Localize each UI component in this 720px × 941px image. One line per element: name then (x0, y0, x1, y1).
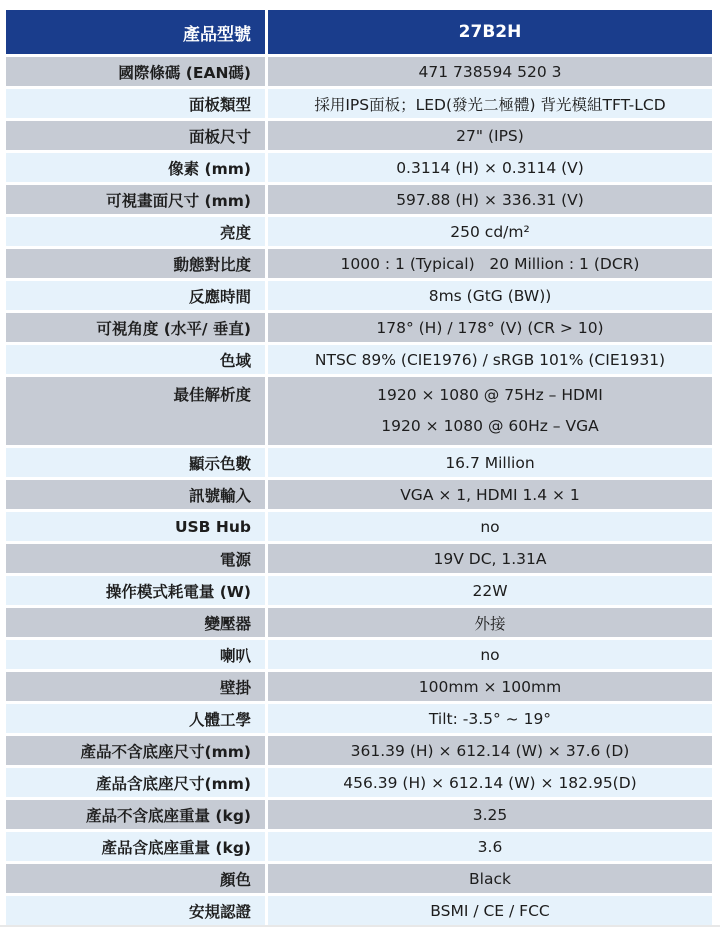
spec-label: 像素 (mm) (6, 153, 265, 182)
spec-value: 361.39 (H) × 612.14 (W) × 37.6 (D) (265, 736, 712, 765)
spec-row-usb-hub (6, 512, 712, 541)
spec-value: 27" (IPS) (265, 121, 712, 150)
spec-row-panel-size (6, 121, 712, 150)
spec-label: 壁掛 (6, 672, 265, 701)
spec-label: USB Hub (6, 512, 265, 541)
header-value: 27B2H (265, 10, 712, 54)
spec-row-color-gamut (6, 345, 712, 374)
spec-label: 國際條碼 (EAN碼) (6, 57, 265, 86)
spec-label: 操作模式耗電量 (W) (6, 576, 265, 605)
spec-label: 面板尺寸 (6, 121, 265, 150)
spec-row-pixel (6, 153, 712, 182)
spec-row-brightness (6, 217, 712, 246)
spec-row-panel-type (6, 89, 712, 118)
spec-value: Black (265, 864, 712, 893)
spec-label: 最佳解析度 (6, 377, 265, 445)
spec-label: 顯示色數 (6, 448, 265, 477)
spec-sheet (6, 7, 712, 928)
spec-value: VGA × 1, HDMI 1.4 × 1 (265, 480, 712, 509)
spec-label: 喇叭 (6, 640, 265, 669)
spec-value: 178° (H) / 178° (V) (CR > 10) (265, 313, 712, 342)
spec-value: 外接 (265, 608, 712, 637)
spec-row-size-no-stand (6, 736, 712, 765)
spec-row-resolution (6, 377, 712, 445)
spec-value: 456.39 (H) × 612.14 (W) × 182.95(D) (265, 768, 712, 797)
spec-row-viewing-angle (6, 313, 712, 342)
spec-value: BSMI / CE / FCC (265, 896, 712, 925)
spec-label: 電源 (6, 544, 265, 573)
header-label: 產品型號 (6, 10, 265, 54)
spec-row-adapter (6, 608, 712, 637)
spec-value: 0.3114 (H) × 0.3114 (V) (265, 153, 712, 182)
spec-row-input (6, 480, 712, 509)
bottom-divider (0, 925, 720, 927)
spec-row-weight-with-stand (6, 832, 712, 861)
spec-value: 597.88 (H) × 336.31 (V) (265, 185, 712, 214)
spec-label: 色域 (6, 345, 265, 374)
spec-label: 訊號輸入 (6, 480, 265, 509)
spec-label: 變壓器 (6, 608, 265, 637)
spec-label: 安規認證 (6, 896, 265, 925)
spec-value: NTSC 89% (CIE1976) / sRGB 101% (CIE1931) (265, 345, 712, 374)
spec-value: 採用IPS面板；LED(發光二極體) 背光模組TFT-LCD (265, 89, 712, 118)
spec-label: 產品含底座重量 (kg) (6, 832, 265, 861)
spec-label: 可視角度 (水平/ 垂直) (6, 313, 265, 342)
spec-value: 100mm × 100mm (265, 672, 712, 701)
spec-label: 產品含底座尺寸(mm) (6, 768, 265, 797)
spec-value: 3.6 (265, 832, 712, 861)
spec-value: 8ms (GtG (BW)) (265, 281, 712, 310)
spec-label: 動態對比度 (6, 249, 265, 278)
spec-row-contrast (6, 249, 712, 278)
spec-table (6, 7, 712, 928)
resolution-vga: 1920 × 1080 @ 60Hz – VGA (381, 417, 599, 435)
spec-label: 面板類型 (6, 89, 265, 118)
spec-row-colors (6, 448, 712, 477)
spec-value: 22W (265, 576, 712, 605)
spec-label: 產品不含底座重量 (kg) (6, 800, 265, 829)
spec-value: 471 738594 520 3 (265, 57, 712, 86)
spec-value: 250 cd/m² (265, 217, 712, 246)
header-row (6, 10, 712, 54)
spec-value: 19V DC, 1.31A (265, 544, 712, 573)
spec-row-ergonomics (6, 704, 712, 733)
spec-row-color (6, 864, 712, 893)
spec-row-certification (6, 896, 712, 925)
spec-label: 人體工學 (6, 704, 265, 733)
spec-row-power-consumption (6, 576, 712, 605)
spec-label: 亮度 (6, 217, 265, 246)
spec-row-response-time (6, 281, 712, 310)
spec-row-size-with-stand (6, 768, 712, 797)
spec-value-multi (265, 377, 712, 445)
spec-row-power (6, 544, 712, 573)
spec-value: 16.7 Million (265, 448, 712, 477)
spec-row-ean (6, 57, 712, 86)
spec-row-weight-no-stand (6, 800, 712, 829)
spec-row-viewable-area (6, 185, 712, 214)
resolution-hdmi: 1920 × 1080 @ 75Hz – HDMI (377, 386, 603, 404)
spec-value: no (265, 512, 712, 541)
spec-row-speaker (6, 640, 712, 669)
spec-value: no (265, 640, 712, 669)
spec-label: 反應時間 (6, 281, 265, 310)
spec-label: 顏色 (6, 864, 265, 893)
spec-label: 產品不含底座尺寸(mm) (6, 736, 265, 765)
spec-row-wall-mount (6, 672, 712, 701)
spec-value: Tilt: -3.5° ~ 19° (265, 704, 712, 733)
spec-label: 可視畫面尺寸 (mm) (6, 185, 265, 214)
spec-value: 1000 : 1 (Typical) 20 Million : 1 (DCR) (265, 249, 712, 278)
spec-value: 3.25 (265, 800, 712, 829)
